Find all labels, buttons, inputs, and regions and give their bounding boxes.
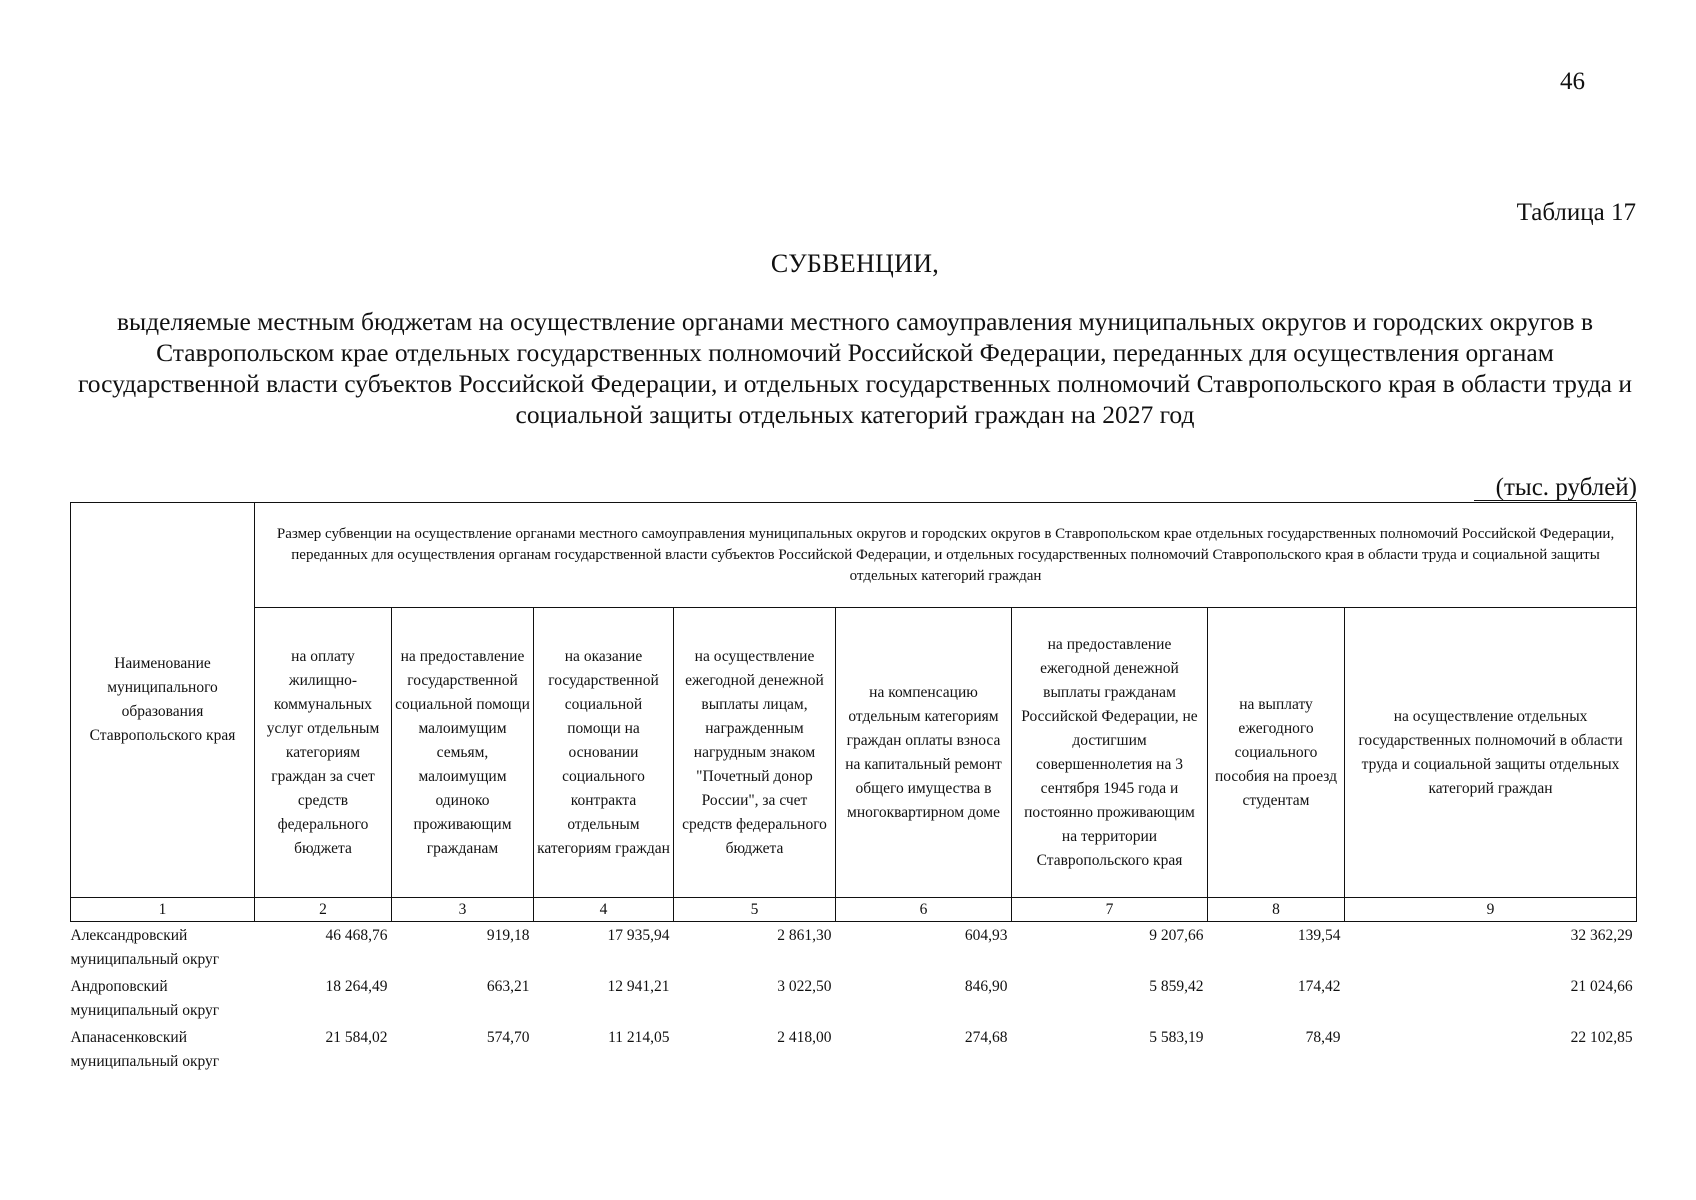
column-number: 4 (534, 898, 674, 922)
table-cell: 78,49 (1305, 1029, 1341, 1046)
column-number: 8 (1208, 898, 1345, 922)
table-cell: 32 362,29 (1570, 927, 1633, 944)
table-cell: 846,90 (964, 978, 1008, 995)
table-cell: 604,93 (964, 927, 1008, 944)
table-cell: 21 584,02 (325, 1029, 388, 1046)
subvention-table (70, 502, 1637, 1075)
table-row (71, 1024, 1637, 1075)
page-number: 46 (1560, 68, 1585, 95)
units-underline (1474, 500, 1636, 501)
column-number: 7 (1012, 898, 1208, 922)
column-number: 3 (392, 898, 534, 922)
table-cell: 5 583,19 (1149, 1029, 1204, 1046)
table-cell: 139,54 (1297, 927, 1341, 944)
header-col-2: на оплату жилищно-коммунальных услуг отдельным категориям граждан за счет средств федерального бюджета (255, 608, 392, 898)
table-cell: 9 207,66 (1149, 927, 1204, 944)
table-cell: 11 214,05 (608, 1029, 670, 1046)
column-number: 5 (674, 898, 836, 922)
municipality-name: Александровский муниципальный округ (70, 927, 220, 968)
header-municipality-name: Наименование муниципального образования Ставропольского края (71, 503, 255, 898)
table-cell: 663,21 (486, 978, 530, 995)
header-col-8: на выплату ежегодного социального пособия на проезд студентам (1208, 608, 1345, 898)
column-number: 2 (255, 898, 392, 922)
table-row (71, 922, 1637, 974)
column-number: 1 (71, 898, 255, 922)
table-cell: 5 859,42 (1149, 978, 1204, 995)
header-subvention-size: Размер субвенции на осуществление органами местного самоуправления муниципальных округов и городских округов в Ставропольском крае отдельных государственных полномочий Российской Федерации, переданных для осуществления органам государственной власти субъектов Российской Федерации, и отдельных государственных полномочий Ставропольского края в области труда и социальной защиты отдельных категорий граждан (255, 503, 1637, 608)
table-cell: 21 024,66 (1570, 978, 1633, 995)
document-subtitle: выделяемые местным бюджетам на осуществление органами местного самоуправления муниципальных округов и городских округов в Ставропольском крае отдельных государственных полномочий Российской Федерации, переданных для осуществления органам государственной власти субъектов Российской Федерации, и отдельных государственных полномочий Ставропольского края в области труда и социальной защиты отдельных категорий граждан на 2027 год (77, 307, 1633, 429)
column-number: 9 (1345, 898, 1637, 922)
header-col-4: на оказание государственной социальной помощи на основании социального контракта отдельным категориям граждан (534, 608, 674, 898)
table-cell: 12 941,21 (607, 978, 670, 995)
table-label: Таблица 17 (1516, 199, 1636, 226)
header-col-7: на предоставление ежегодной денежной выплаты гражданам Российской Федерации, не достигшим совершеннолетия на 3 сентября 1945 года и постоянно проживающим на территории Ставропольского края (1012, 608, 1208, 898)
header-col-6: на компенсацию отдельным категориям граждан оплаты взноса на капитальный ремонт общего имущества в многоквартирном доме (836, 608, 1012, 898)
header-col-5: на осуществление ежегодной денежной выплаты лицам, награжденным нагрудным знаком "Почетный донор России", за счет средств федерального бюджета (674, 608, 836, 898)
table-cell: 919,18 (486, 927, 530, 944)
table-cell: 22 102,85 (1570, 1029, 1633, 1046)
table-cell: 574,70 (486, 1029, 530, 1046)
municipality-name: Апанасенковский муниципальный округ (70, 1029, 220, 1070)
column-number: 6 (836, 898, 1012, 922)
header-col-3: на предоставление государственной социальной помощи малоимущим семьям, малоимущим одиноко проживающим гражданам (392, 608, 534, 898)
header-col-9: на осуществление отдельных государственных полномочий в области труда и социальной защиты отдельных категорий граждан (1345, 608, 1637, 898)
table-cell: 2 861,30 (777, 927, 832, 944)
units-label: (тыс. рублей) (1495, 474, 1637, 501)
table-cell: 3 022,50 (777, 978, 832, 995)
table-cell: 174,42 (1297, 978, 1341, 995)
table-cell: 18 264,49 (325, 978, 388, 995)
table-cell: 2 418,00 (777, 1029, 832, 1046)
table-cell: 46 468,76 (325, 927, 388, 944)
table-cell: 17 935,94 (607, 927, 670, 944)
table-row (71, 973, 1637, 1024)
municipality-name: Андроповский муниципальный округ (70, 978, 220, 1019)
document-title: СУБВЕНЦИИ, (770, 249, 940, 278)
table-cell: 274,68 (964, 1029, 1008, 1046)
